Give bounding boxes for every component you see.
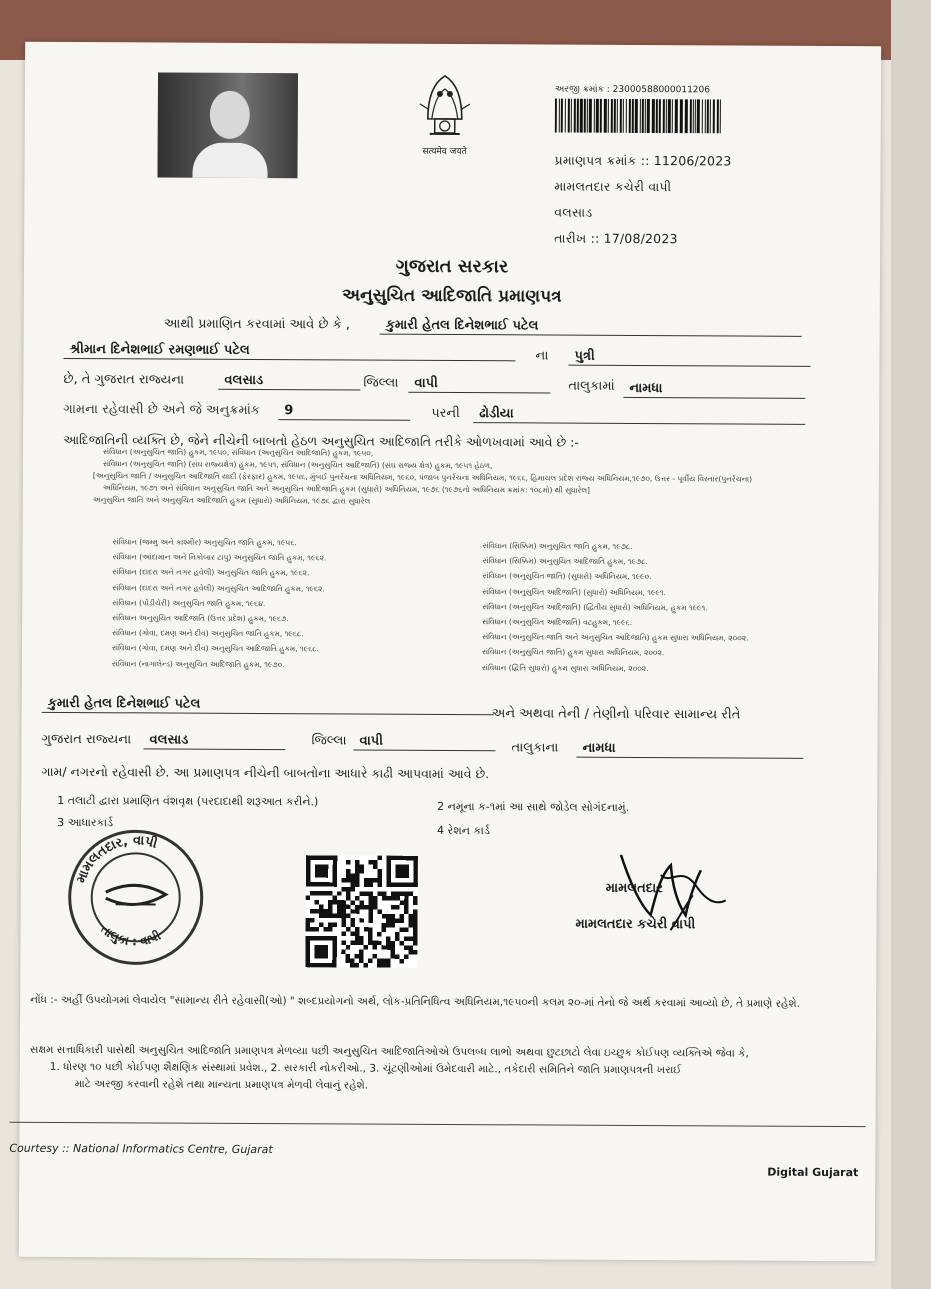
note-benefits-end: માટે અરજી કરવાની રહેશે તથા માન્યતા પ્રમાણપત્ર મેળવી લેવાનું રહેશે. xyxy=(74,1078,369,1092)
district-label: જિલ્લા xyxy=(363,375,399,391)
certificate-title: અનુસુચિત આદિજાતિ પ્રમાણપત્ર xyxy=(342,285,562,307)
document-item: 3 આધારકાર્ડ xyxy=(57,815,114,830)
footer-courtesy: Courtesy :: National Informatics Centre, Gujarat xyxy=(9,1141,273,1157)
intro-text: આથી પ્રમાણિત કરવામાં આવે છે કે , xyxy=(163,316,351,333)
seal-bottom-text: તાલુકા : વાપી xyxy=(98,922,163,949)
note-residence: નોંધ :- અહીં ઉપયોગમાં લેવાયેલ "સામાન્ય રીતે રહેવાસી(ઓ) " શબ્દપ્રયોગનો અર્થ, લોક-પ્રતિનિધિત્વ અધિનિયમ,૧૯૫૦ની કલમ ૨૦-માં તેનો જે અર્થ કરવામાં આવ્યો છે, તે પ્રમાણે રહેશે. xyxy=(30,993,801,1010)
order-item: સંવિધાન (અનુસુચિત જાતિ) હુકમ સુધારા અધિનિયમ, ૨૦૦૨. xyxy=(481,647,665,658)
order-line: અધિનિયમ, ૧૯૭૧ અને સંવિધાન અનુસુચિત જાતિ અને અનુસુચિત આદિજાતિ હુકમ (સુધારો) અધિનિયમ, ૧૯૭૬ (૧૯૭૬નો અધિનિયમ ક્રમાંક: ૧૦૮મો) થી સુધારેલ] xyxy=(102,483,591,495)
document-item: 4 રેશન કાર્ડ xyxy=(437,823,490,838)
village-label: ગામના રહેવાસી છે અને જે અનુક્રમાંક xyxy=(63,401,261,419)
barcode xyxy=(555,99,725,134)
signatory-office: મામલતદાર કચેરી વાપી xyxy=(575,916,696,933)
emblem-caption: सत्यमेव जयते xyxy=(422,146,467,158)
residence-village: નામધા xyxy=(576,741,803,759)
order-item: સંવિધાન (દાદરા અને નગર હવેલી) અનુસુચિત જાતિ હુકમ, ૧૯૬૨. xyxy=(112,567,310,578)
order-item: સંવિધાન (આંદામાન અને નિકોબાર ટાપુ) અનુસુચિત જાતિ હુકમ, ૧૯૬૨. xyxy=(112,552,327,563)
applicant-photo xyxy=(157,72,298,178)
caste-value: ઢોડીયા xyxy=(473,406,805,425)
order-item: સંવિધાન (અનુસુચિત આદિજાતિ) (સુધારો) અધિનિયમ, ૧૯૯૧. xyxy=(482,586,666,597)
order-item: સંવિધાન (સિક્કિમ) અનુસુચિત જાતિ હુકમ, ૧૯૭૮. xyxy=(482,541,633,551)
footer-divider xyxy=(10,1122,866,1127)
residence-name: કુમારી હેતલ દિનેશભાઈ પટેલ xyxy=(42,696,494,715)
document-item: 1 તલાટી દ્વારા પ્રમાણિત વંશવૃક્ષ (પરદાદાથી શરૂઆત કરીને.) xyxy=(57,793,319,809)
state-label: છે, તે ગુજરાત રાજ્યના xyxy=(63,371,185,388)
order-line: [અનુસુચિત જાતિ / અનુસુચિત આદિજાતિ યાદી (ફેરફાર) હુકમ, ૧૯૫૬, મુંબઈ પુનર્રચના અધિનિયમ, ૧૯૬૦, પંજાબ પુનર્રચના અધિનિયમ, ૧૯૬૬, હિમાચલ પ્રદેશ રાજ્ય અધિનિયમ,૧૯૭૦, ઉત્તર - પૂર્વીય વિસ્તાર(પુનર્રચના) xyxy=(92,471,753,484)
residence-district-label: જિલ્લા xyxy=(311,733,347,749)
district-value: વલસાડ xyxy=(218,373,360,391)
order-item: સંવિધાન અનુસુચિત આદિજાતિ (ઉત્તર પ્રદેશ) હુકમ, ૧૯૬૭. xyxy=(112,613,289,624)
signatory-title: મામલતદાર xyxy=(605,880,663,897)
certificate-number: પ્રમાણપત્ર ક્રમાંક :: 11206/2023 xyxy=(554,152,732,169)
order-item: સંવિધાન (અનુસુચિત આદિજાતિ) વટહુકમ, ૧૯૯૬. xyxy=(482,617,633,627)
father-name: શ્રીમાન દિનેશભાઈ રમણભાઈ પટેલ xyxy=(64,342,516,361)
relation: પુત્રી xyxy=(568,349,810,367)
government-title: ગુજરાત સરકાર xyxy=(395,255,509,278)
village-value: નામધા xyxy=(623,381,805,399)
order-line: સંવિધાન (અનુસુચિત જાતિ) (સંઘ રાજ્યક્ષેત્ર) હુકમ, ૧૯૫૧, સંવિધાન (અનુસુચિત આદિજાતિ) (સંઘ રાજ્ય ક્ષેત્ર) હુકમ, ૧૯૫૧ હેઠળ, xyxy=(102,459,493,471)
mamlatdar-seal-icon xyxy=(60,822,211,973)
issue-date: તારીખ :: 17/08/2023 xyxy=(554,230,678,247)
issuing-district: વલસાડ xyxy=(554,204,593,220)
taluka-label: તાલુકામાં xyxy=(568,378,615,394)
serial-number: 9 xyxy=(278,403,410,421)
background-paper-stack xyxy=(891,0,931,1289)
family-text: અને અથવા તેની / તેણીનો પરિવાર સામાન્ય રીતે xyxy=(491,706,741,723)
note-benefits: સક્ષમ સત્તાધિકારી પાસેથી અનુસુચિત આદિજાતિ પ્રમાણપત્ર મેળવ્યા પછી અનુસુચિત આદિજાતિઓએ ઉપલબ્ધ લાભો અથવા છુટછાટો લેવા ઇચ્છુક કોઈપણ વ્યક્તિએ જેવા કે, xyxy=(29,1043,749,1060)
order-item: સંવિધાન (દાદરા અને નગર હવેલી) અનુસુચિત આદિજાતિ હુકમ, ૧૯૬૨. xyxy=(112,582,325,593)
qr-code xyxy=(305,855,418,968)
order-item: સંવિધાન (ગોવા, દમણ અને દીવ) અનુસુચિત જાતિ હુકમ, ૧૯૬૮. xyxy=(112,628,304,639)
order-item: સંવિધાન (દ્વિતિ સુધારો) હુકમ સુધારા અધિનિયમ, ૨૦૦૨. xyxy=(481,662,649,673)
basis-text: ગામ/ નગરનો રહેવાસી છે. આ પ્રમાણપત્ર નીચેની બાબતોના આધારે કાઢી આપવામાં આવે છે. xyxy=(41,763,490,782)
orders-left-column xyxy=(112,534,473,673)
issuing-office: મામલતદાર કચેરી વાપી xyxy=(554,178,672,195)
order-item: સંવિધાન (જમ્મુ અને કાશ્મીર) અનુસુચિત જાતિ હુકમ, ૧૯૫૬. xyxy=(112,537,297,548)
orders-block xyxy=(92,446,823,510)
residence-taluka: વાપી xyxy=(353,733,495,751)
order-item: સંવિધાન (અનુસુચિત આદિજાતિ) (દ્વિતીય સુધારો) અધિનિયમ, હુકમ ૧૯૯૧. xyxy=(482,601,708,613)
seal-top-text: મામલતદાર, વાપી xyxy=(73,833,159,886)
order-item: સંવિધાન (ગોવા, દમણ અને દીવ) અનુસુચિત આદિજાતિ હુકમ, ૧૯૬૮. xyxy=(111,643,319,654)
orders-right-column xyxy=(482,538,863,677)
residence-district: વલસાડ xyxy=(143,732,285,750)
order-item: સંવિધાન (પોંડીચેરી) અનુસુચિત જાતિ હુકમ, ૧૯૬૪. xyxy=(112,598,266,608)
tribe-statement: આદિજાતિની વ્યક્તિ છે, જેને નીચેની બાબતો હેઠળ અનુસુચિત આદિજાતિ તરીકે ઓળખવામાં આવે છે :- xyxy=(63,431,579,450)
order-item: સંવિધાન (અનુસુચિત જાતિ) (સુધારો) અધિનિયમ, ૧૯૯૦. xyxy=(482,571,652,582)
svg-text:તાલુકા : વાપી xyxy=(98,922,163,948)
order-item: સંવિધાન (અનુસુચિત જાતિ અને અનુસુચિત આદિજાતિ) હુકમ સુધારા અધિનિયમ, ૨૦૦૨. xyxy=(482,632,749,643)
order-line: અનુસુચિત જાતિ અને અનુસુચિત આદિજાતિ હુકમ (સુધારો) અધિનિયમ, ૧૯૭૬ દ્વારા સુધારેલ xyxy=(92,495,371,506)
residence-taluka-label: તાલુકાના xyxy=(511,740,559,756)
document-item: 2 નમૂના ક-૧માં આ સાથે જોડેલ સોગંદનામું. xyxy=(437,799,630,814)
order-item: સંવિધાન (નાગાલેન્ડ) અનુસુચિત આદિજાતિ હુકમ, ૧૯૭૦. xyxy=(111,658,285,669)
footer-brand: Digital Gujarat xyxy=(767,1165,859,1180)
residence-state-label: ગુજરાત રાજ્યના xyxy=(41,731,132,748)
order-line: સંવિધાન (અનુસુચિત જાતિ) હુકમ, ૧૯૫૦, સંવિધાન (અનુસુચિત આદિજાતિ) હુકમ, ૧૯૫૦, xyxy=(103,447,374,458)
certificate-sheet xyxy=(9,42,881,1261)
applicant-name: કુમારી હેતલ દિનેશભાઈ પટેલ xyxy=(380,318,802,337)
application-number: અરજી ક્રમાંક : 23000588000011206 xyxy=(554,84,711,96)
note-benefits-list: 1. ધોરણ ૧૦ પછી કોઈપણ શૈક્ષણિક સંસ્થામાં પ્રવેશ., 2. સરકારી નોકરીઓ., 3. ચૂંટણીઓમાં ઉમેદવારી માટે., તકેદારી સમિતિને જાતિ પ્રમાણપત્રની ખરાઈ xyxy=(49,1060,682,1077)
caste-label: પરની xyxy=(431,405,460,422)
of-label: ના xyxy=(535,348,549,364)
order-item: સંવિધાન (સિક્કિમ) અનુસુચિત આદિજાતિ હુકમ, ૧૯૭૮. xyxy=(482,556,648,567)
taluka-value: વાપી xyxy=(408,376,550,394)
